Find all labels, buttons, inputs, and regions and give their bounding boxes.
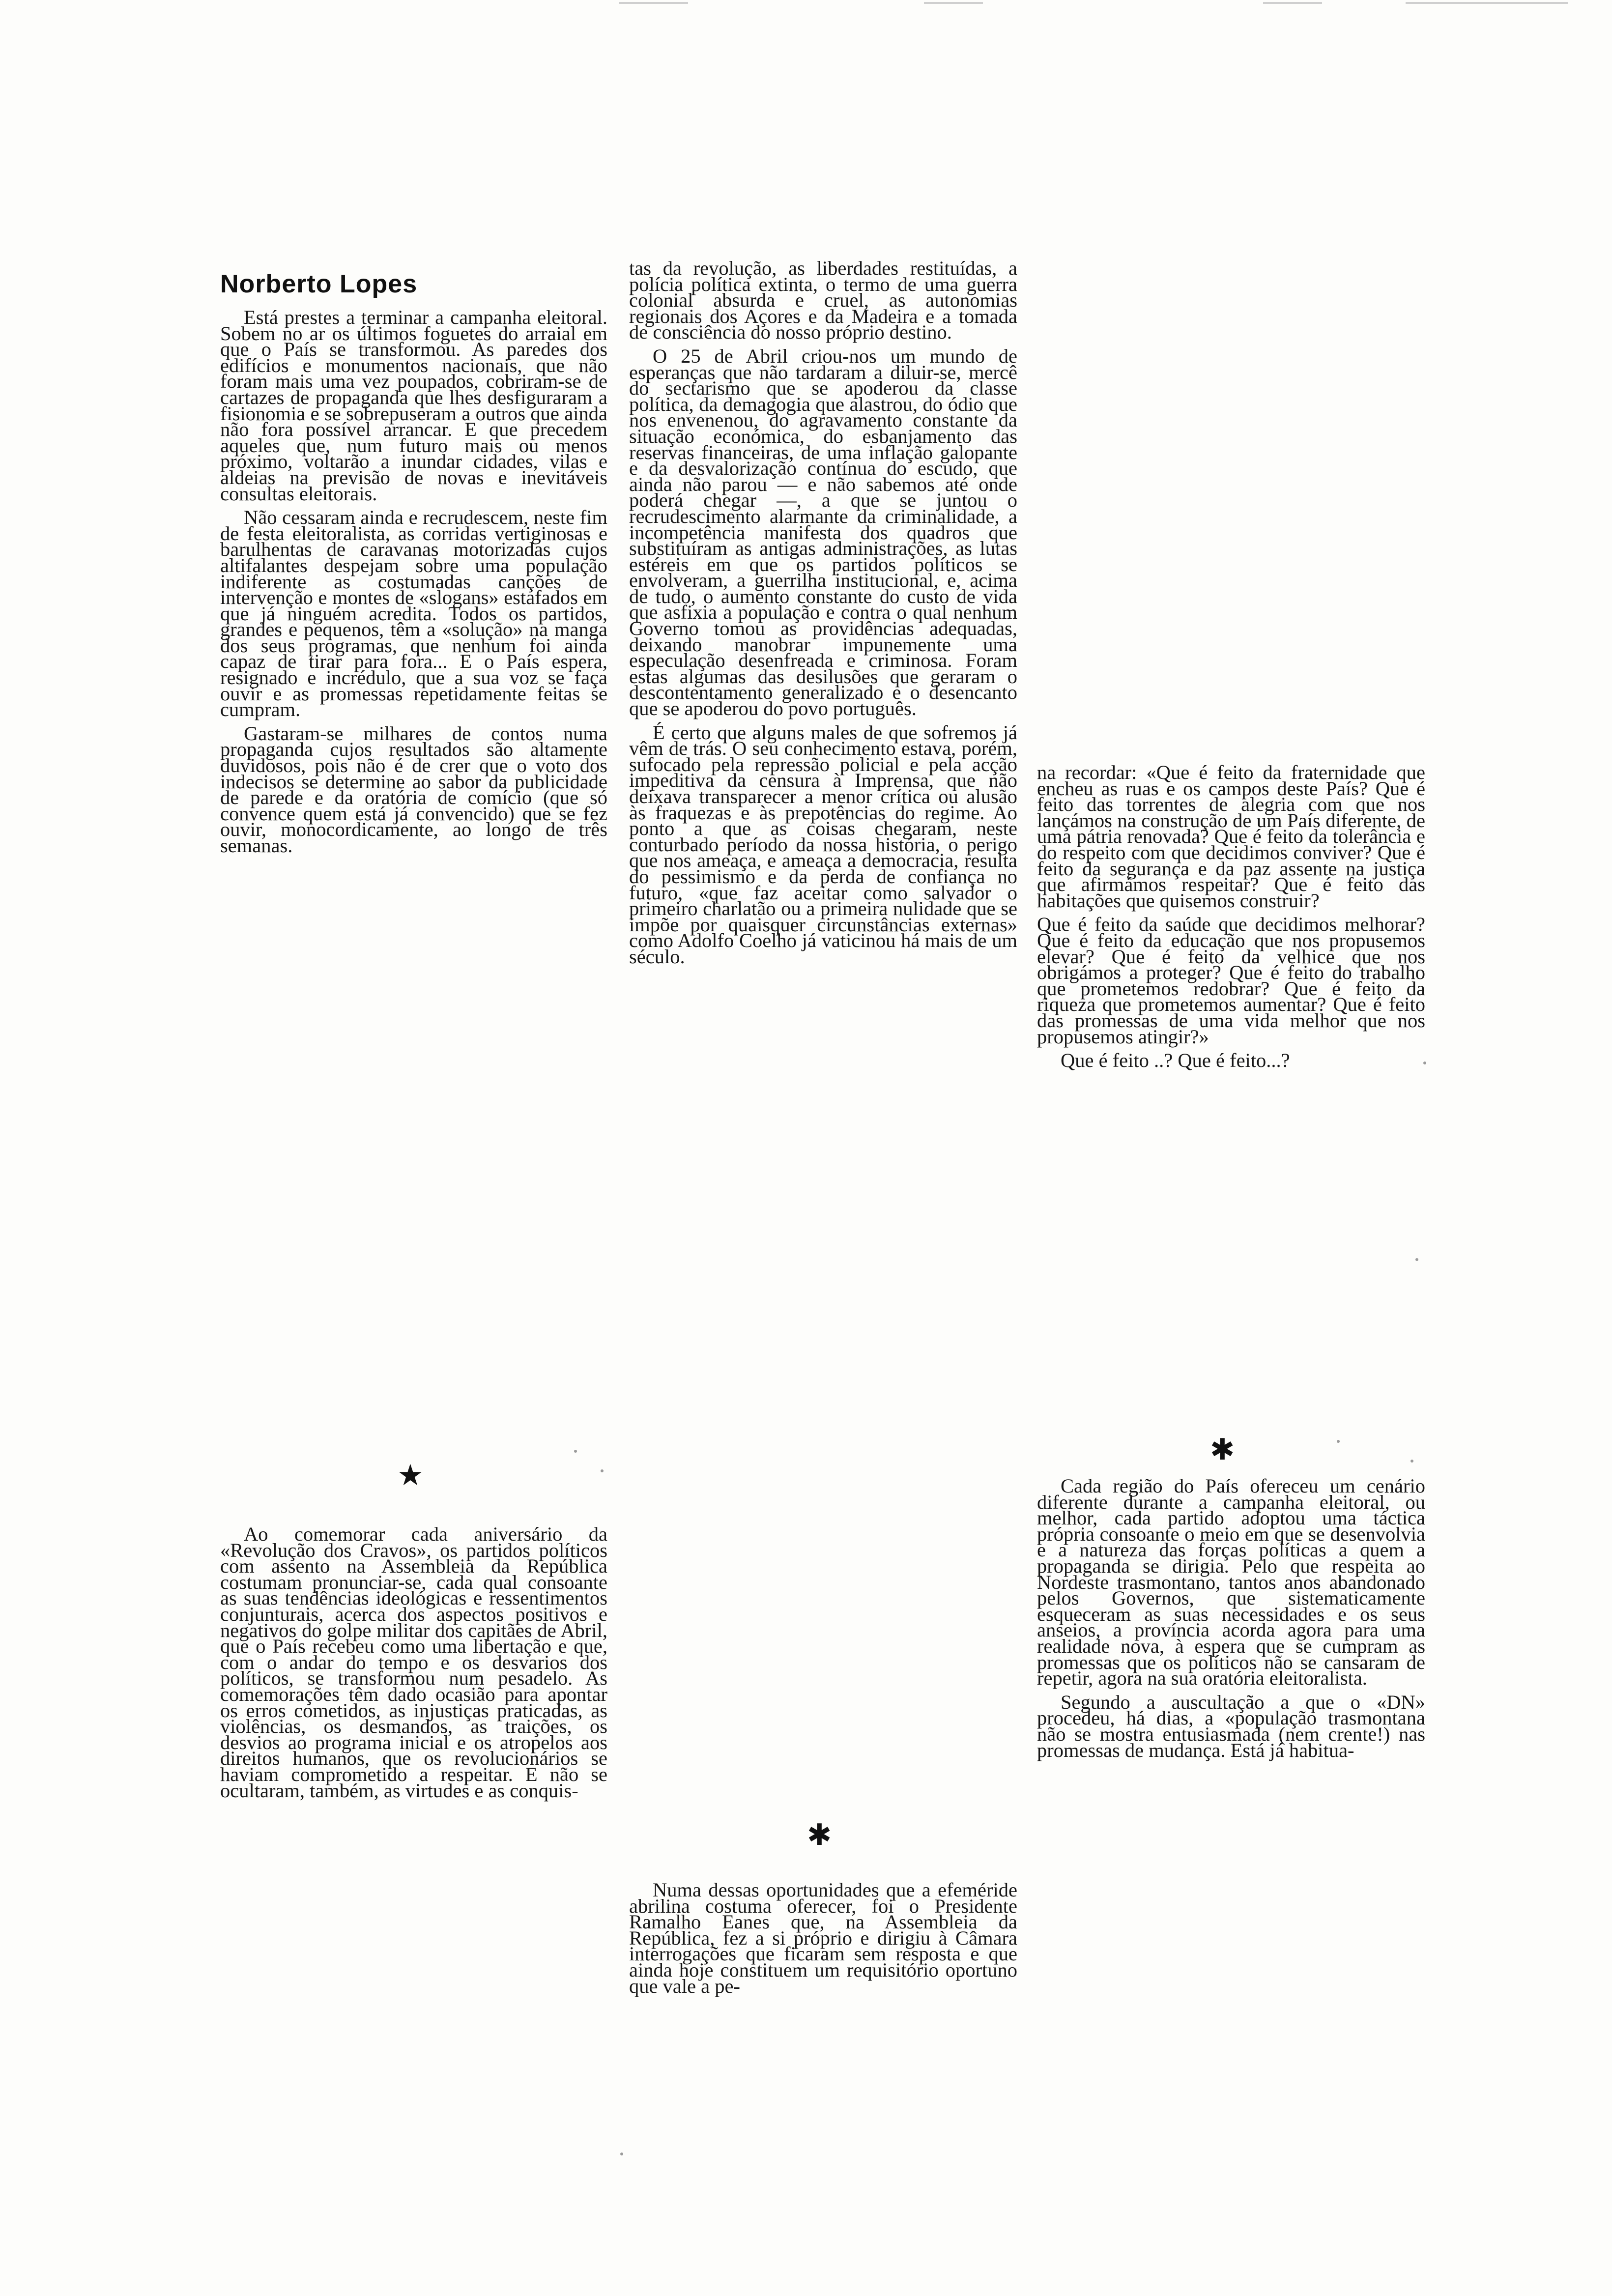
paragraph: É certo que alguns males de que sofremos já vêm de trás. O seu conhecimento estava, porém, sufocado pela repressão policial e pela acção impeditiva da censura à Imprensa, que não deixava transparecer a menor crítica ou alusão às fraquezas e às prepotências do regime. Ao ponto a que as coisas chegaram, neste conturbado período da nossa história, o perigo que nos ameaça, e ameaça a democracia, resulta do pessimismo e da perda de confiança no futuro, «que faz aceitar como salvador o primeiro charlatão ou a primeira nulidade que se impõe por quaisquer circunstâncias externas» como Adolfo Coelho já vaticinou há mais de um século. bbox=[629, 721, 1017, 968]
asterisk-separator: ✱ bbox=[1210, 1433, 1235, 1467]
asterisk-separator: ✱ bbox=[807, 1818, 832, 1852]
column-3-top bbox=[1037, 761, 1425, 1077]
column-2-top bbox=[629, 257, 1017, 973]
author-byline: Norberto Lopes bbox=[220, 270, 418, 298]
top-edge-mark bbox=[1263, 2, 1322, 4]
paragraph: na recordar: «Que é feito da fraternidade que encheu as ruas e os campos deste País? Que é feito das torrentes de alegria com que nos lançámos na construção de um País diferente, de uma pátria renovada? Que é feito da tolerância e do respeito com que decidimos conviver? Que é feito da segurança e da paz assente na justiça que afirmámos respeitar? Que é feito das habitações que quisemos construir? bbox=[1037, 761, 1425, 912]
scan-speck bbox=[601, 1469, 604, 1472]
paragraph: Não cessaram ainda e recrudescem, neste fim de festa eleitoralista, as corridas vertiginosas e barulhentas de caravanas motorizadas cujos altifalantes despejam sobre uma população indiferente as costumadas canções de intervenção e montes de «slogans» estafados em que já ninguém acredita. Todos os partidos, grandes e pequenos, têm a «solução» na manga dos seus programas, que nenhum foi ainda capaz de tirar para fora... E o País espera, resignado e incrédulo, que a sua voz se faça ouvir e as promessas repetidamente feitas se cumpram. bbox=[220, 506, 607, 721]
paragraph: Que é feito da saúde que decidimos melhorar? Que é feito da educação que nos propusemos elevar? Que é feito da velhice que nos obrigámos a proteger? Que é feito do trabalho que prometemos redobrar? Que é feito da riqueza que prometemos aumentar? Que é feito das promessas de uma vida melhor que nos propusemos atingir?» bbox=[1037, 913, 1425, 1048]
scan-speck bbox=[574, 1450, 577, 1453]
column-3-bottom bbox=[1037, 1475, 1425, 1766]
column-2-bottom bbox=[629, 1879, 1017, 2002]
paragraph: Numa dessas oportunidades que a efeméride abrilina costuma oferecer, foi o Presidente Ramalho Eanes que, na Assembleia da República, fez a si próprio e dirigiu à Câmara interrogações que ficaram sem resposta e que ainda hoje constituem um requisitório oportuno que vale a pe- bbox=[629, 1879, 1017, 1997]
paragraph: Gastaram-se milhares de contos numa propaganda cujos resultados são altamente duvidosos, pois não é de crer que o voto dos indecisos se determine ao sabor da publicidade de parede e da oratória de comício (que só convence quem está já convencido) que se fez ouvir, monocordicamente, ao longo de três semanas. bbox=[220, 722, 607, 857]
column-1-bottom bbox=[220, 1523, 607, 1807]
column-1-top bbox=[220, 306, 607, 862]
paragraph: Segundo a auscultação a que o «DN» procedeu, há dias, a «população trasmontana não se mostra entusiasmada (nem crente!) nas promessas de mudança. Está já habitua- bbox=[1037, 1691, 1425, 1761]
top-edge-mark bbox=[1406, 2, 1568, 4]
scan-speck bbox=[1415, 1258, 1418, 1261]
scan-speck bbox=[1423, 1062, 1426, 1064]
paragraph: tas da revolução, as liberdades restituídas, a polícia política extinta, o termo de uma guerra colonial absurda e cruel, as autonomias regionais dos Açores e da Madeira e a tomada de consciência do nosso próprio destino. bbox=[629, 257, 1017, 344]
scan-speck bbox=[1410, 1460, 1413, 1463]
paragraph: Ao comemorar cada aniversário da «Revolução dos Cravos», os partidos políticos com assento na Assembleia da República costumam pronunciar-se, cada qual consoante as suas tendências ideológicas e ressentimentos conjunturais, acerca dos aspectos positivos e negativos do golpe militar dos capitães de Abril, que o País recebeu como uma libertação e que, com o andar do tempo e os desvarios dos políticos, se transformou num pesadelo. As comemorações têm dado ocasião para apontar os erros cometidos, as injustiças praticadas, as violências, os desmandos, as traições, os desvios ao programa inicial e os atropelos aos direitos humanos, que os revolucionários se haviam comprometido a respeitar. E não se ocultaram, também, as virtudes e as conquis- bbox=[220, 1523, 607, 1802]
paragraph: O 25 de Abril criou-nos um mundo de esperanças que não tardaram a diluir-se, mercê do sectarismo que se apoderou da classe política, da demagogia que alastrou, do ódio que nos envenenou, do agravamento constante da situação económica, do esbanjamento das reservas financeiras, de uma inflação galopante e da desvalorização contínua do escudo, que ainda não parou — e não sabemos até onde poderá chegar —, a que se juntou o recrudescimento alarmante da criminalidade, a incompetência manifesta dos quadros que substituíram as antigas administrações, as lutas estéreis em que os partidos políticos se envolveram, a guerrilha institucional, e, acima de tudo, o aumento constante do custo de vida que asfixia a população e contra o qual nenhum Governo tomou as providências adequadas, deixando manobrar impunemente uma especulação desenfreada e criminosa. Foram estas algumas das desilusões que geraram o descontentamento generalizado e o desencanto que se apoderou do povo português. bbox=[629, 344, 1017, 720]
top-edge-mark bbox=[619, 2, 688, 4]
paragraph: Cada região do País ofereceu um cenário diferente durante a campanha eleitoral, ou melhor, cada partido adoptou uma táctica própria consoante o meio em que se desenvolvia e a natureza das forças políticas a quem a propaganda se dirigia. Pelo que respeita ao Nordeste trasmontano, tantos anos abandonado pelos Governos, que sistematicamente esqueceram as suas necessidades e os seus anseios, a província acorda agora para uma realidade nova, à espera que se cumpram as promessas que os políticos não se cansaram de repetir, agora na sua oratória eleitoralista. bbox=[1037, 1475, 1425, 1690]
scan-speck bbox=[1337, 1440, 1340, 1443]
paragraph: Que é feito ..? Que é feito...? bbox=[1061, 1049, 1290, 1072]
scan-speck bbox=[620, 2152, 623, 2155]
paragraph: Está prestes a terminar a campanha eleitoral. Sobem no ar os últimos foguetes do arraial em que o País se transformou. As paredes dos edifícios e monumentos nacionais, que não foram mais uma vez poupados, cobriram-se de cartazes de propaganda que lhes desfiguraram a fisionomia e se sobrepuseram a outros que ainda não fora possível arrancar. E que precedem aqueles que, num futuro mais ou menos próximo, voltarão a inundar cidades, vilas e aldeias na previsão de novas e inevitáveis consultas eleitorais. bbox=[220, 306, 607, 505]
star-separator: ★ bbox=[397, 1458, 424, 1492]
top-edge-mark bbox=[924, 2, 983, 4]
